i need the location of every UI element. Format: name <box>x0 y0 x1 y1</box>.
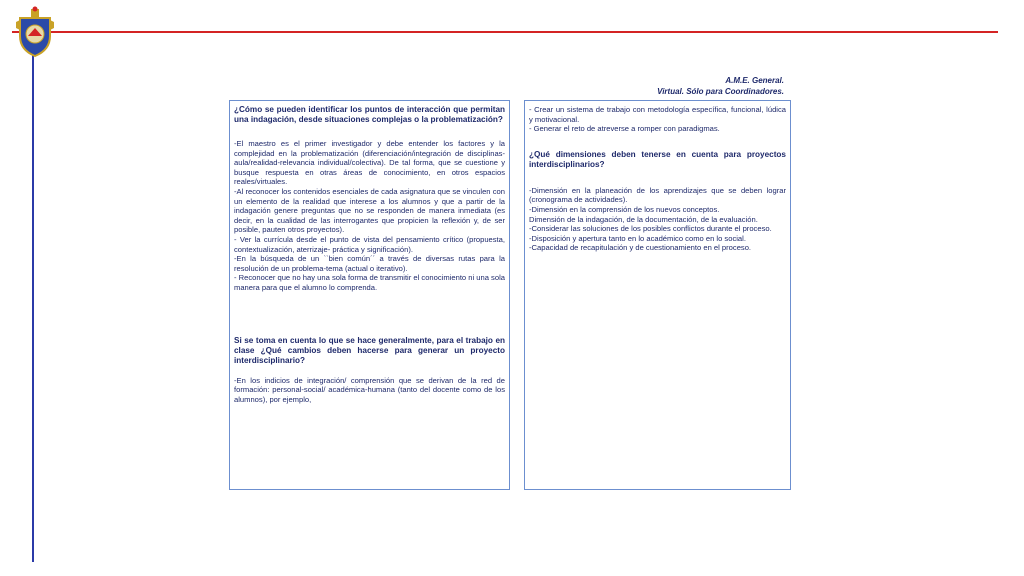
right-item-3: Dimensión de la indagación, de la documentación, de la evaluación. <box>529 214 758 224</box>
header-block <box>657 75 784 97</box>
header-line-2: Virtual. Sólo para Coordinadores. <box>657 87 784 96</box>
header-line-1: A.M.E. General. <box>725 76 784 85</box>
left-paragraph-1: -El maestro es el primer investigador y debe entender los factores y la complejidad en la problematización (diferenciación/integración de disciplinas- aula/realidad-relevancia individual/colectiva). De tal forma, que se cuestione y busque respuesta en otras áreas de conocimiento, en otros espacios reales/virtuales. <box>234 139 505 187</box>
left-paragraph-3: - Ver la currícula desde el punto de vista del pensamiento crítico (propuesta, contextualización, aterrizaje- práctica y significación). <box>234 234 505 254</box>
right-item-2: -Dimensión en la comprensión de los nuevos conceptos. <box>529 204 720 214</box>
top-red-rule <box>12 31 998 33</box>
right-item-6: -Capacidad de recapitulación y de cuestionamiento en el proceso. <box>529 243 752 253</box>
left-paragraph-5: - Reconocer que no hay una sola forma de transmitir el conocimiento ni una sola manera para que el alumno lo comprenda. <box>234 273 505 292</box>
left-closing-paragraph: -En los indicios de integración/ comprensión que se derivan de la red de formación: personal-social/ académica-humana (tanto del docente como de los alumnos), por ejemplo, <box>234 375 505 404</box>
left-blue-rule <box>32 38 34 562</box>
left-paragraph-4: -En la búsqueda de un ``bien común´´ a través de diversas rutas para la resolución de un problema-tema (actual o iterativo). <box>234 254 505 273</box>
left-text-panel <box>229 100 510 490</box>
right-item-4: -Considerar las soluciones de los posibles conflictos durante el proceso. <box>529 224 772 234</box>
right-intro-1: - Crear un sistema de trabajo con metodología específica, funcional, lúdica y motivacional. <box>529 105 786 124</box>
left-question-2: Si se toma en cuenta lo que se hace generalmente, para el trabajo en clase ¿Qué cambios deben hacerse para generar un proyecto interdisciplinario? <box>234 335 505 365</box>
right-item-1: -Dimensión en la planeación de los aprendizajes que se deben lograr (cronograma de actividades). <box>529 185 786 205</box>
right-question: ¿Qué dimensiones deben tenerse en cuenta para proyectos interdisciplinarios? <box>529 149 786 169</box>
left-question-1: ¿Cómo se pueden identificar los puntos de interacción que permitan una indagación, desde situaciones complejas o la problematización? <box>234 105 505 124</box>
right-intro-2: - Generar el reto de atreverse a romper con paradigmas. <box>529 124 720 134</box>
crest-logo-icon <box>14 6 56 58</box>
right-item-5: -Disposición y apertura tanto en lo académico como en lo social. <box>529 233 746 243</box>
left-paragraph-2: -Al reconocer los contenidos esenciales de cada asignatura que se vinculen con un elemento de la realidad que interese a los alumnos y que a partir de la indagación genere preguntas que no se responden de manera inmediata (es decir, en la cualidad de las interrogantes que propicien la reflexión y, de ser posible, pauten otros proyectos). <box>234 186 505 235</box>
right-text-panel <box>524 100 791 490</box>
